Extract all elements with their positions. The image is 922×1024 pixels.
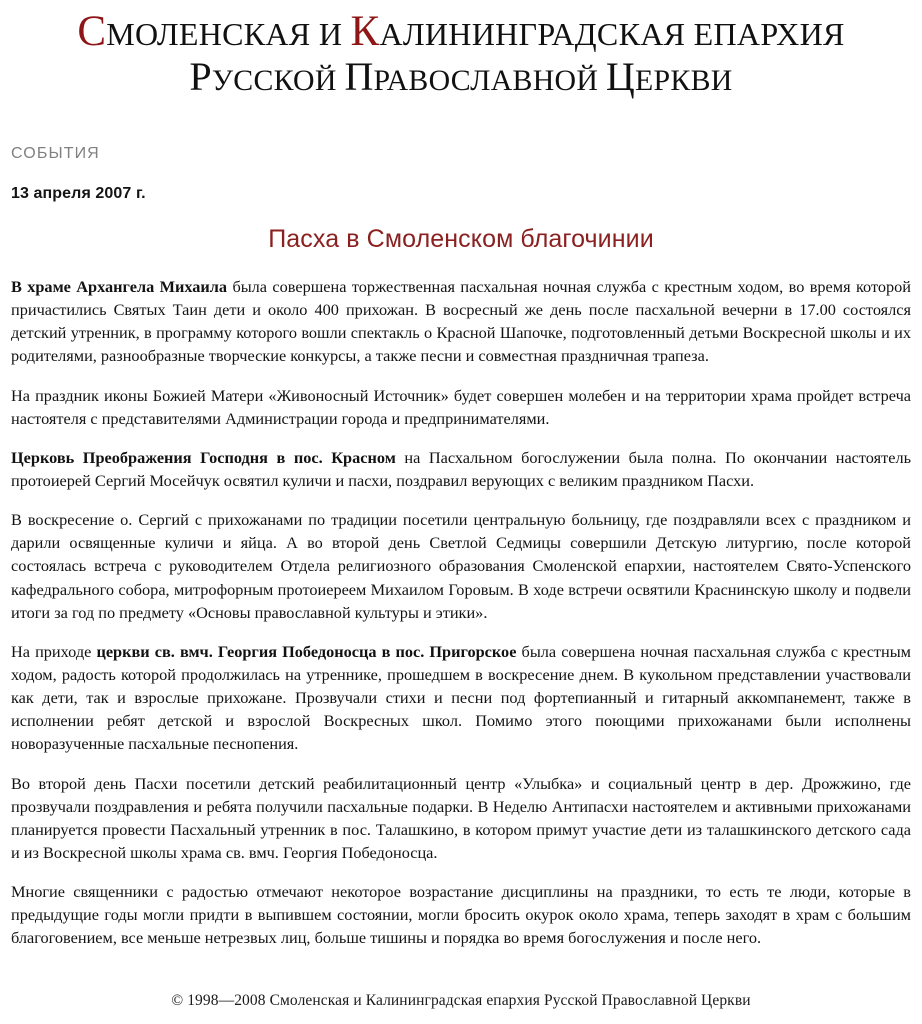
- paragraph-lead-bold: В храме Архангела Михаила: [11, 277, 228, 296]
- masthead-dropcap-k: К: [350, 8, 380, 55]
- masthead-title-line-2: [0, 54, 922, 99]
- masthead-word-smolenskaya: МОЛЕНСКАЯ: [106, 16, 311, 52]
- article-meta: [0, 145, 922, 203]
- masthead-dropcap-r: Р: [189, 54, 212, 99]
- masthead-dropcap-s: С: [77, 8, 107, 55]
- paragraph-lead-bold: Церковь Преображения Господня в пос. Красном: [11, 447, 396, 467]
- masthead-dropcap-ts: Ц: [605, 54, 636, 99]
- article-paragraph: На приходе церкви св. вмч. Георгия Победоносца в пос. Пригорское была совершена ночная пасхальная служба с крестным ходом, радость которой продолжилась на утреннике, прошедшем в воскресение днем. В кукольном представлении участвовали как дети, так и взрослые прихожане. Прозвучали стихи и песни под фортепианный и гитарный аккомпанемент, также в исполнении ребят детской и взрослой Воскресных школ. Помимо этого поющими прихожанами были исполнены новоразученные пасхальные песнопения.: [11, 641, 911, 754]
- article-paragraph: На праздник иконы Божией Матери «Живоносный Источник» будет совершен молебен и на территории храма пройдет встреча настоятеля с представителями Администрации города и предпринимателями.: [11, 385, 911, 428]
- article-date: 13 апреля 2007 г.: [11, 185, 146, 202]
- article-paragraph: Многие священники с радостью отмечают некоторое возрастание дисциплины на праздники, то есть те люди, которые в предыдущие годы могли придти в выпившем состоянии, могли бросить окурок около храма, теперь заходят в храм с большим благоговением, все меньше нетрезвых лиц, больше тишины и порядка во время богослужения и после него.: [11, 882, 911, 948]
- masthead-title-line-1: [0, 10, 922, 53]
- paragraph-lead-bold: церкви св. вмч. Георгия Победоносца в пос. Пригорское: [96, 641, 517, 661]
- article-paragraph: Церковь Преображения Господня в пос. Красном на Пасхальном богослужении была полна. По окончании настоятель протоиерей Сергий Мосейчук освятил куличи и пасхи, поздравил верующих с великим праздником Пасхи.: [11, 447, 912, 490]
- article-paragraph: В храме Архангела Михаила была совершена торжественная пасхальная ночная служба с крестным ходом, во время которой причастились Святых Таин дети и около 400 прихожан. В восресный же день после пасхальной вечерни в 17.00 состоялся детский утренник, в программу которого вошли спектакль о Красной Шапочке, подготовленный детьми Воскресной школы и их родителями, разнообразные творческие конкурсы, а также песни и совместная праздничная трапеза.: [11, 277, 911, 366]
- article-title: Пасха в Смоленском благочинии: [268, 225, 654, 253]
- masthead-word-tserkvi: ЕРКВИ: [635, 64, 733, 97]
- article-paragraph: В воскресение о. Сергий с прихожанами по традиции посетили центральную больницу, где поздравляли всех с праздником и дарили освященные куличи и яйца. А во второй день Светлой Седмицы совершили Детскую литургию, после которой состоялась встреча с руководителем Отдела религиозного образования Смоленской епархии, настоятелем Свято-Успенского кафедрального собора, митрофорным протоиереем Михаилом Горовым. В ходе встречи освятили Краснинскую школу и подвели итоги за год по предмету «Основы православной культуры и этики».: [11, 510, 911, 622]
- masthead-word-i: И: [310, 16, 351, 52]
- site-footer: [0, 992, 922, 1010]
- masthead-dropcap-p: П: [344, 54, 374, 99]
- masthead-word-kaliningradskaya: АЛИНИНГРАДСКАЯ ЕПАРХИЯ: [379, 16, 845, 52]
- copyright-notice: © 1998—2008 Смоленская и Калининградская епархия Русской Православной Церкви: [171, 992, 751, 1009]
- masthead-word-russkoy: УССКОЙ: [211, 64, 345, 97]
- section-label: СОБЫТИЯ: [11, 145, 100, 162]
- article-paragraph: Во второй день Пасхи посетили детский реабилитационный центр «Улыбка» и социальный центр в дер. Дрожжино, где прозвучали поздравления и ребята получили пасхальные подарки. В Неделю Антипасхи настоятелем и активными прихожанами планируется провести Пасхальный утренник в пос. Талашкино, в котором примут участие дети из талашкинского детского сада и из Воскресной школы храма св. вмч. Георгия Победоносца.: [11, 773, 911, 862]
- site-masthead: [0, 0, 922, 97]
- article-body: [0, 275, 922, 950]
- masthead-word-pravoslavnoy: РАВОСЛАВНОЙ: [373, 64, 606, 97]
